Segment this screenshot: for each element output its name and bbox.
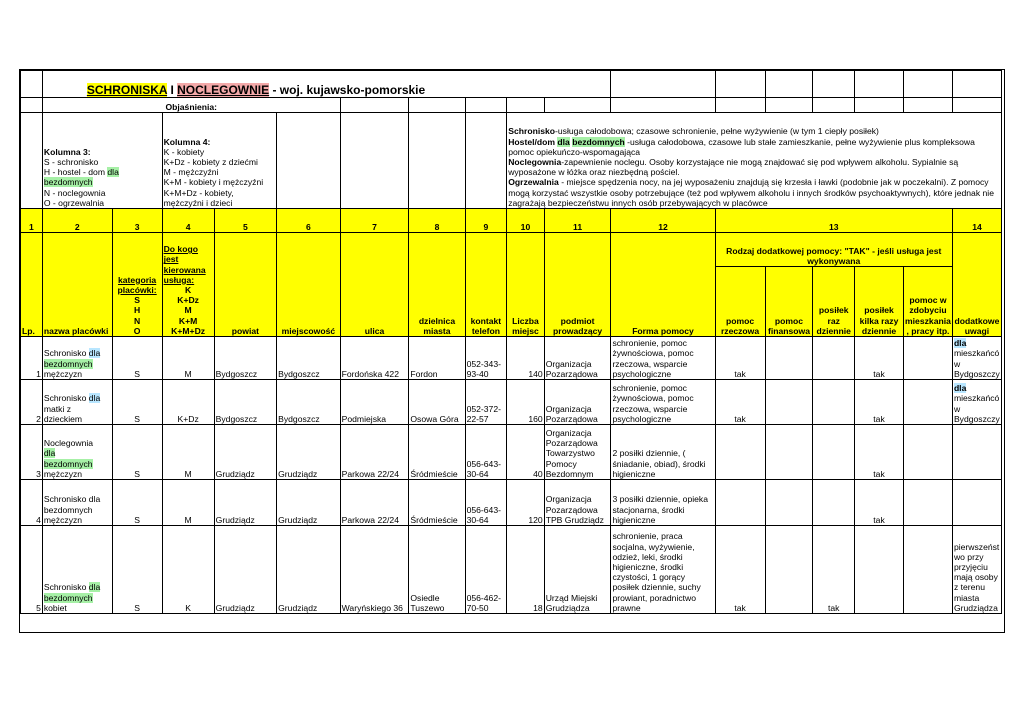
- title-row: [21, 71, 1002, 98]
- table-row: 1 Schronisko dla bezdomnych mężczyzn S M Bydgoszcz Bydgoszcz Fordońska 422 Fordon 052-343-93-40 140 Organizacja Pozarządowa schronienie, pomoc żywnościowa, pomoc rzeczowa, wsparcie psychologiczne tak tak dla mieszkańców Bydgoszczy: [21, 337, 1002, 380]
- explanation-label: Objaśnienia:: [42, 98, 340, 113]
- header-row-top: Lp. nazwa placówki kategoria placówki: S H N O Do kogo jest kierowana usługa: K K+Dz M K+M K+M+Dz powiat miejscowość ulica dzielnica miasta kontakt telefon Liczba miejsc podmiot prowadzący Forma pomocy Rodzaj dodatkowej pomocy: "TAK" - jeśli usługa jest wykonywana dodatkowe uwagi: [21, 233, 1002, 267]
- page-title: SCHRONISKA I NOCLEGOWNIE - woj. kujawsko-pomorskie: [42, 71, 611, 98]
- additional-help-header: Rodzaj dodatkowej pomocy: "TAK" - jeśli usługa jest wykonywana: [715, 233, 952, 267]
- table-row: 4 Schronisko dla bezdomnych mężczyzn S M Grudziądz Grudziądz Parkowa 22/24 Śródmieście 056-643-30-64 120 Organizacja Pozarządowa TPB Grudziądz 3 posiłki dziennie, opieka stacjonarna, środki higieniczne tak: [21, 480, 1002, 526]
- legend-definitions: Schronisko-usługa całodobowa; czasowe schronienie, pełne wyżywienie (w tym 1 ciepły posiłek) Hostel/dom dla bezdomnych -usługa całodobowa, czasowe lub stałe zamieszkanie, pełne wyżywienie plus kompleksowa pomoc opiekuńczo-wspomagająca Noclegownia-zapewnienie noclegu. Osoby korzystające nie mogą znajdować się pod wpływem alkoholu. Sypialnie są wyposażone w łóżka oraz niezbędną pościel. Ogrzewalnia - miejsce spędzenia nocy, na jej wyposażeniu znajdują się krzesła i ławki (podobnie jak w poczekalni). Z pomocy mogą korzystać wszystkie osoby potrzebujące (też pod wpływem alkoholu i innych środków psychoaktywnych), które jednak nie zagrażają bezpieczeństwu innych osób przebywających w placówce: [507, 113, 1002, 209]
- table-row: 5 Schronisko dla bezdomnych kobiet S K Grudziądz Grudziądz Waryńskiego 36 Osiedle Tuszewo 056-462-70-50 18 Urząd Miejski Grudziądza schronienie, praca socjalna, wyżywienie, odzież, leki, środki higieniczne, środki czystości, 1 gorący posiłek dziennie, suchy prowiant, poradnictwo prawne tak tak pierwszeństwo przy przyjęciu mają osoby z terenu miasta Grudziądza: [21, 526, 1002, 614]
- explanation-row: [21, 98, 1002, 113]
- shelters-table: [20, 70, 1002, 614]
- header-row-bottom: pomoc rzeczowa pomoc finansowa posiłek raz dziennie posiłek kilka razy dziennie pomoc w zdobyciu mieszkania, pracy itp.: [21, 267, 1002, 337]
- legend-col4: Kolumna 4: K - kobiety K+Dz - kobiety z dziećmi M - mężczyźni K+M - kobiety i mężczyźni K+M+Dz - kobiety, mężczyźni i dzieci: [162, 113, 277, 209]
- table-row: 2 Schronisko dla matki z dzieckiem S K+Dz Bydgoszcz Bydgoszcz Podmiejska Osowa Góra 052-372-22-57 160 Organizacja Pozarządowa schronienie, pomoc żywnościowa, pomoc rzeczowa, wsparcie psychologiczne tak tak dla mieszkańców Bydgoszczy: [21, 380, 1002, 425]
- legend-col3: Kolumna 3: S - schronisko H - hostel - dom dla bezdomnych N - noclegownia O - ogrzewalnia: [42, 113, 162, 209]
- column-numbers-row: 1 2 3 4 5 6 7 8 9 10 11 12 13 14: [21, 209, 1002, 233]
- table-row: 3 Noclegownia dla bezdomnych mężczyzn S M Grudziądz Grudziądz Parkowa 22/24 Śródmieście 056-643-30-64 40 Organizacja Pozarządowa Towarzystwo Pomocy Bezdomnym 2 posiłki dziennie, ( śniadanie, obiad), środki higieniczne tak: [21, 425, 1002, 480]
- legend-row: [21, 113, 1002, 209]
